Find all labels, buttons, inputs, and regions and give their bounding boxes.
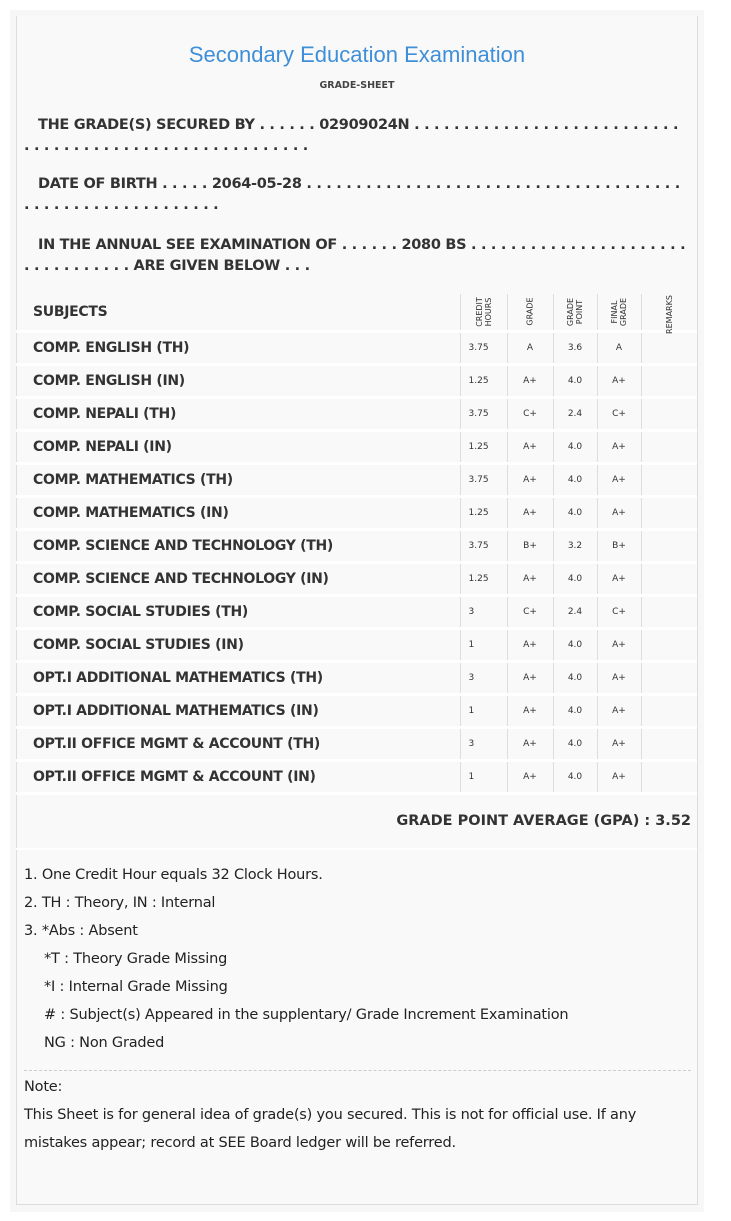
credit-hours-cell: 1.25 [460,497,507,530]
subject-cell: COMP. ENGLISH (IN) [16,365,460,398]
remarks-cell [641,497,697,530]
note-label: Note: [24,1079,63,1095]
table-row [16,497,697,530]
subject-cell: COMP. SCIENCE AND TECHNOLOGY (TH) [16,530,460,563]
remarks-cell [641,431,697,464]
credit-hours-cell: 3 [460,596,507,629]
credit-hours-cell: 1 [460,695,507,728]
subject-cell: OPT.I ADDITIONAL MATHEMATICS (TH) [16,662,460,695]
remarks-cell [641,662,697,695]
table-row [16,662,697,695]
grade-cell: A+ [507,365,553,398]
grade-cell: C+ [507,398,553,431]
date-of-birth-line: DATE OF BIRTH . . . . . 2064-05-28 . . . . . . . . . . . . . . . . . . . . . . . . . . . . . . . . . . . . . . . . . . . . . . . . . . . . . . . . . . [24,176,680,213]
subject-cell: COMP. MATHEMATICS (IN) [16,497,460,530]
credit-hours-cell: 1 [460,629,507,662]
page-subtitle: GRADE-SHEET [319,80,395,91]
grade-cell: A+ [507,695,553,728]
grade-cell: A+ [507,728,553,761]
remarks-cell [641,530,697,563]
remarks-cell [641,629,697,662]
subject-cell: OPT.II OFFICE MGMT & ACCOUNT (TH) [16,728,460,761]
remarks-cell [641,464,697,497]
remarks-cell [641,695,697,728]
table-row [16,596,697,629]
subject-cell: COMP. MATHEMATICS (TH) [16,464,460,497]
final-grade-cell: C+ [597,398,641,431]
grade-cell: A+ [507,431,553,464]
grade-cell: C+ [507,596,553,629]
final-grade-cell: A+ [597,365,641,398]
credit-hours-cell: 1.25 [460,563,507,596]
table-row [16,761,697,794]
header-grade: GRADE [525,297,535,326]
final-grade-cell: A+ [597,728,641,761]
note-text: This Sheet is for general idea of grade(s) you secured. This is not for official use. If any mistakes appear; record at SEE Board ledger will be referred. [24,1107,637,1151]
final-grade-cell: A [597,332,641,365]
note-item: 2. TH : Theory, IN : Internal [24,895,216,911]
header-subjects: SUBJECTS [16,294,460,332]
credit-hours-cell: 3.75 [460,530,507,563]
remarks-cell [641,761,697,794]
dashed-divider [24,1070,691,1071]
grade-point-cell: 4.0 [553,464,597,497]
page-title: Secondary Education Examination [188,42,526,67]
grade-point-cell: 2.4 [553,596,597,629]
header-remarks: REMARKS [664,295,674,334]
grade-point-cell: 2.4 [553,398,597,431]
table-row [16,464,697,497]
note-item: NG : Non Graded [44,1035,165,1051]
subject-cell: COMP. SCIENCE AND TECHNOLOGY (IN) [16,563,460,596]
grade-cell: A+ [507,497,553,530]
grade-point-cell: 4.0 [553,629,597,662]
note-item: *I : Internal Grade Missing [44,979,228,995]
grade-cell: A [507,332,553,365]
grade-cell: A+ [507,629,553,662]
table-row [16,728,697,761]
grade-point-cell: 4.0 [553,728,597,761]
divider [16,848,697,850]
disclaimer [24,1073,694,1157]
table-row [16,431,697,464]
credit-hours-cell: 3.75 [460,332,507,365]
table-row [16,365,697,398]
final-grade-cell: C+ [597,596,641,629]
note-item: # : Subject(s) Appeared in the supplentary/ Grade Increment Examination [44,1007,569,1023]
remarks-cell [641,365,697,398]
remarks-cell [641,398,697,431]
exam-line: IN THE ANNUAL SEE EXAMINATION OF . . . . . . 2080 BS . . . . . . . . . . . . . . . . . . . . . . . . . . . . . . . . . ARE GIVEN BELOW . . . [24,237,686,274]
grade-cell: A+ [507,464,553,497]
final-grade-cell: A+ [597,563,641,596]
note-item: 1. One Credit Hour equals 32 Clock Hours. [24,867,323,883]
legend-notes [24,861,568,1057]
table-row [16,629,697,662]
credit-hours-cell: 3 [460,662,507,695]
subject-cell: COMP. SOCIAL STUDIES (IN) [16,629,460,662]
credit-hours-cell: 1.25 [460,431,507,464]
final-grade-cell: A+ [597,629,641,662]
subject-cell: OPT.I ADDITIONAL MATHEMATICS (IN) [16,695,460,728]
grade-cell: A+ [507,563,553,596]
credit-hours-cell: 3 [460,728,507,761]
header-credit-hours: CREDIT HOURS [474,296,493,327]
grade-point-cell: 4.0 [553,365,597,398]
subject-cell: COMP. NEPALI (IN) [16,431,460,464]
subject-cell: COMP. NEPALI (TH) [16,398,460,431]
credit-hours-cell: 1.25 [460,365,507,398]
note-item: *T : Theory Grade Missing [44,951,228,967]
final-grade-cell: A+ [597,662,641,695]
subject-cell: COMP. SOCIAL STUDIES (TH) [16,596,460,629]
table-row [16,332,697,365]
table-row [16,563,697,596]
remarks-cell [641,563,697,596]
final-grade-cell: A+ [597,761,641,794]
credit-hours-cell: 3.75 [460,398,507,431]
grade-cell: A+ [507,662,553,695]
table-row [16,398,697,431]
gpa-value: GRADE POINT AVERAGE (GPA) : 3.52 [396,813,691,829]
grade-point-cell: 4.0 [553,563,597,596]
final-grade-cell: A+ [597,431,641,464]
remarks-cell [641,332,697,365]
grade-cell: B+ [507,530,553,563]
table-header-row [16,294,697,332]
subject-cell: COMP. ENGLISH (TH) [16,332,460,365]
credit-hours-cell: 3.75 [460,464,507,497]
grade-point-cell: 4.0 [553,761,597,794]
header-final-grade: FINAL GRADE [610,297,628,326]
grades-table [16,294,697,795]
final-grade-cell: A+ [597,497,641,530]
table-row [16,695,697,728]
grade-point-cell: 4.0 [553,695,597,728]
header-grade-point: GRADE POINT [566,297,584,326]
remarks-cell [641,596,697,629]
final-grade-cell: A+ [597,464,641,497]
secured-by-line: THE GRADE(S) SECURED BY . . . . . . 02909024N . . . . . . . . . . . . . . . . . . . . . . . . . . . . . . . . . . . . . . . . . . . . . . . . . . . . . . . . [24,117,679,154]
grade-point-cell: 3.2 [553,530,597,563]
grade-cell: A+ [507,761,553,794]
grade-point-cell: 4.0 [553,662,597,695]
remarks-cell [641,728,697,761]
final-grade-cell: B+ [597,530,641,563]
subject-cell: OPT.II OFFICE MGMT & ACCOUNT (IN) [16,761,460,794]
table-row [16,530,697,563]
grade-point-cell: 3.6 [553,332,597,365]
grade-point-cell: 4.0 [553,431,597,464]
note-item: 3. *Abs : Absent [24,923,138,939]
grade-point-cell: 4.0 [553,497,597,530]
final-grade-cell: A+ [597,695,641,728]
credit-hours-cell: 1 [460,761,507,794]
